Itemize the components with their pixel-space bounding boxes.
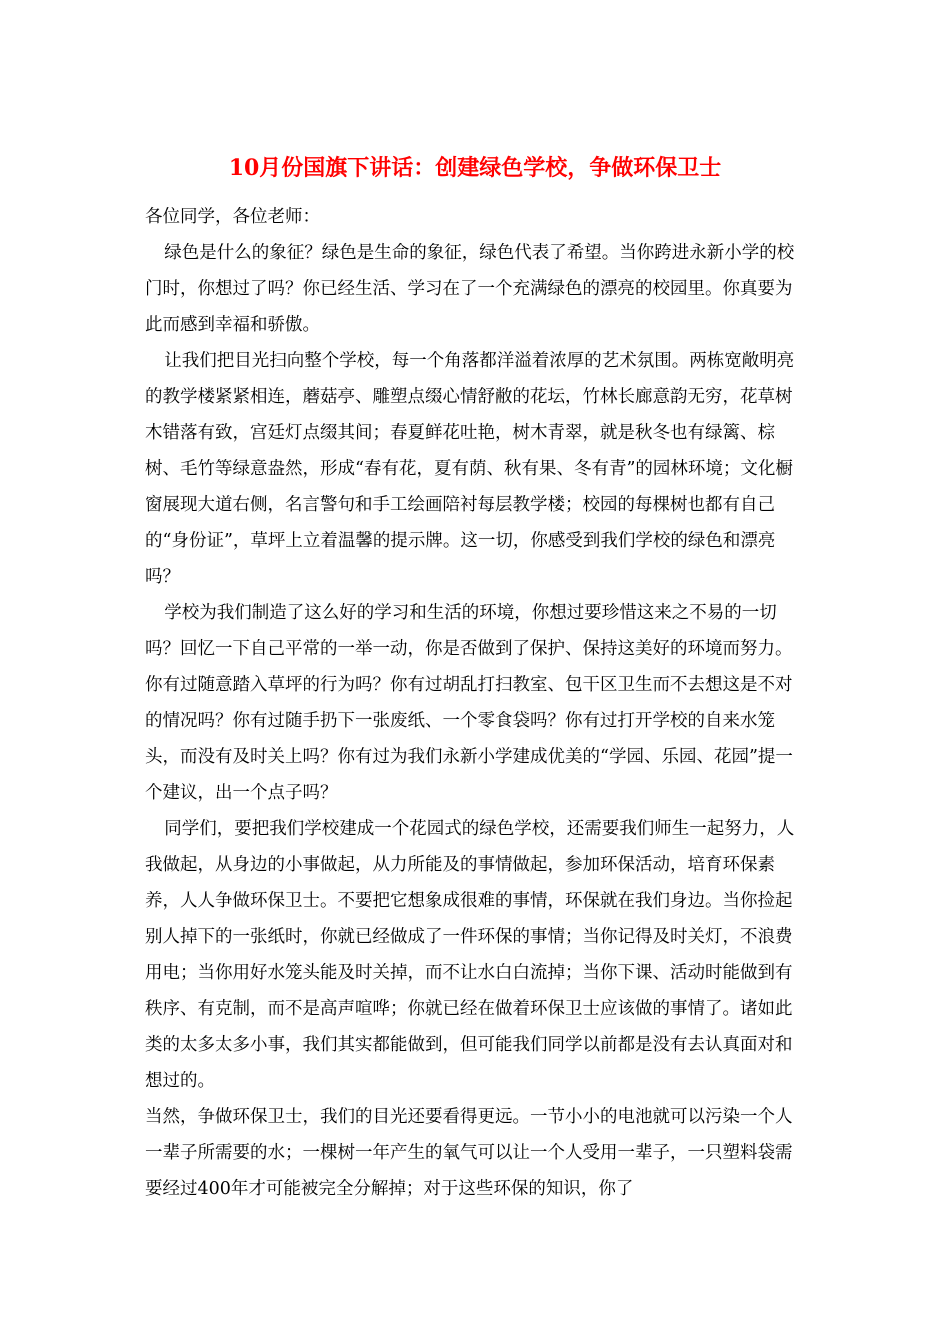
paragraph-4: 同学们，要把我们学校建成一个花园式的绿色学校，还需要我们师生一起努力，人我做起，从身边的小事做起，从力所能及的事情做起，参加环保活动，培育环保素养，人人争做环保卫士。不要把它想象成很难的事情，环保就在我们身边。当你捡起别人掉下的一张纸时，你就已经做成了一件环保的事情；当你记得及时关灯，不浪费用电；当你用好水笼头能及时关掉，而不让水白白流掉；当你下课、活动时能做到有秩序、有克制，而不是高声喧哗；你就已经在做着环保卫士应该做的事情了。诸如此类的太多太多小事，我们其实都能做到，但可能我们同学以前都是没有去认真面对和想过的。 [145, 819, 795, 1091]
paragraph-2: 让我们把目光扫向整个学校，每一个角落都洋溢着浓厚的艺术氛围。两栋宽敞明亮的教学楼紧紧相连，蘑菇亭、雕塑点缀心情舒敝的花坛，竹林长廊意韵无穷，花草树木错落有致，宫廷灯点缀其间；春夏鲜花吐艳，树木青翠，就是秋冬也有绿篱、棕树、毛竹等绿意盎然，形成“春有花，夏有荫、秋有果、冬有青”的园林环境；文化橱窗展现大道右侧，名言警句和手工绘画陪衬每层教学楼；校园的每棵树也都有自己的“身份证”，草坪上立着温馨的提示牌。这一切，你感受到我们学校的绿色和漂亮吗？ [145, 351, 795, 587]
document-title: 10月份国旗下讲话：创建绿色学校，争做环保卫士 [228, 155, 722, 181]
document-body [145, 199, 807, 1207]
salutation: 各位同学，各位老师： [145, 207, 320, 227]
paragraph-5: 当然，争做环保卫士，我们的目光还要看得更远。一节小小的电池就可以污染一个人一辈子所需要的水；一棵树一年产生的氧气可以让一个人受用一辈子，一只塑料袋需要经过400年才可能被完全分解掉；对于这些环保的知识，你了 [145, 1107, 793, 1199]
paragraph-3: 学校为我们制造了这么好的学习和生活的环境，你想过要珍惜这来之不易的一切吗？回忆一下自己平常的一举一动，你是否做到了保护、保持这美好的环境而努力。你有过随意踏入草坪的行为吗？你有过胡乱打扫教室、包干区卫生而不去想这是不对的情况吗？你有过随手扔下一张废纸、一个零食袋吗？你有过打开学校的自来水笼头，而没有及时关上吗？你有过为我们永新小学建成优美的“学园、乐园、花园”提一个建议，出一个点子吗？ [145, 603, 793, 803]
paragraph-1: 绿色是什么的象征？绿色是生命的象征，绿色代表了希望。当你跨进永新小学的校门时，你想过了吗？你已经生活、学习在了一个充满绿色的漂亮的校园里。你真要为此而感到幸福和骄傲。 [145, 243, 795, 335]
